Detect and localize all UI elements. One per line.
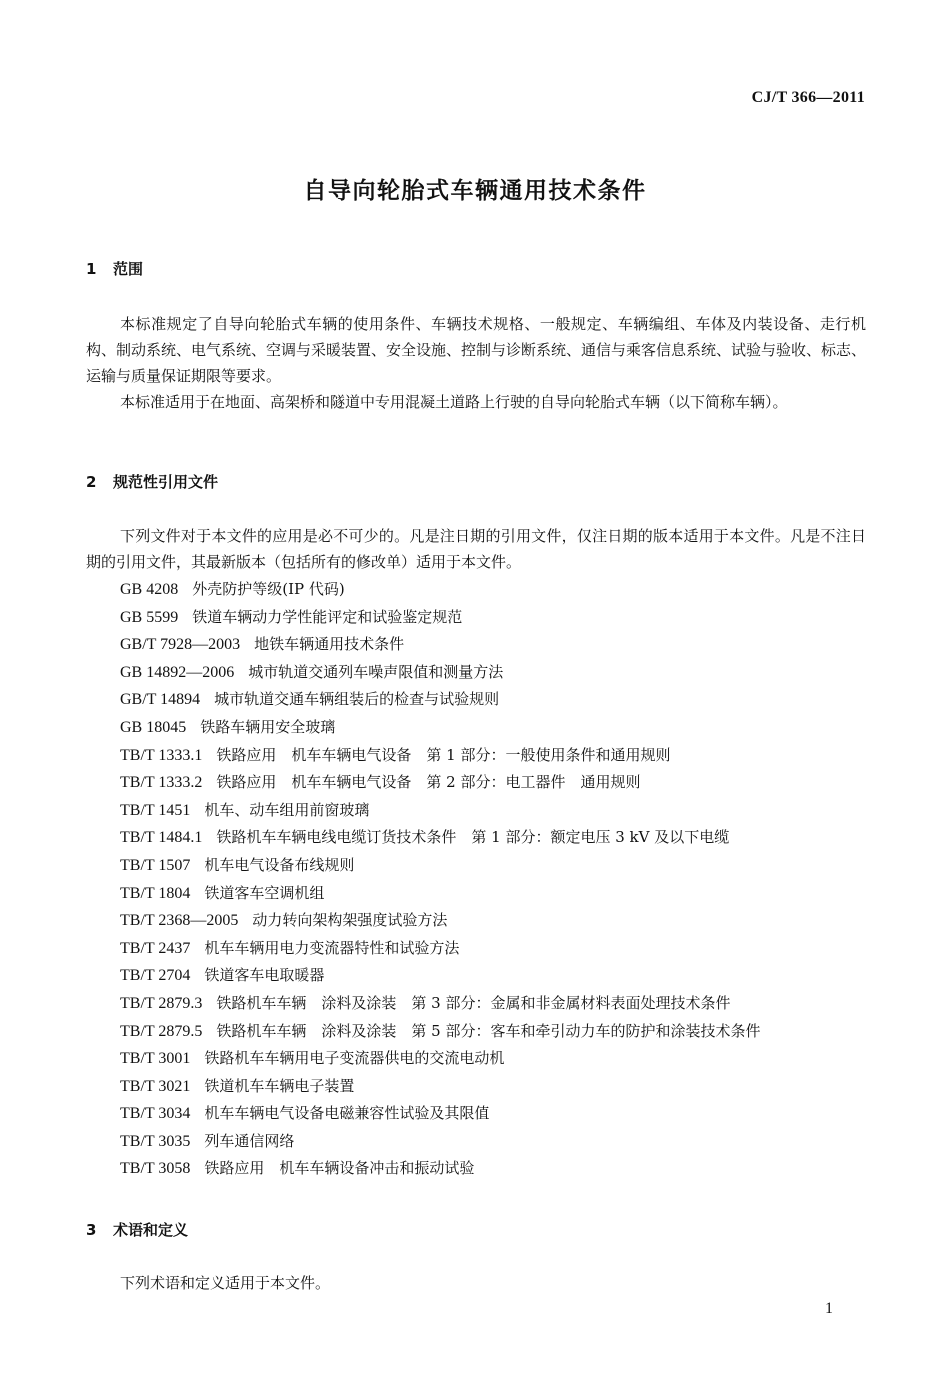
reference-title: 列车通信网络 xyxy=(204,1131,295,1150)
reference-item xyxy=(86,797,866,825)
page-number: 1 xyxy=(825,1300,833,1317)
reference-title: 铁路机车车辆电线电缆订货技术条件 第 1 部分：额定电压 3 kV 及以下电缆 xyxy=(216,828,730,847)
reference-item xyxy=(86,907,866,935)
reference-code: GB 18045 xyxy=(120,718,187,736)
reference-title: 动力转向架构架强度试验方法 xyxy=(252,911,448,930)
section-title: 范围 xyxy=(113,260,144,278)
reference-item xyxy=(86,990,866,1018)
reference-item xyxy=(86,714,866,742)
reference-code: GB 4208 xyxy=(120,581,179,598)
reference-item xyxy=(86,1100,866,1128)
reference-title: 铁路机车车辆 涂料及涂装 第 3 部分：金属和非金属材料表面处理技术条件 xyxy=(216,993,731,1012)
reference-item xyxy=(86,631,866,659)
reference-code: TB/T 1507 xyxy=(120,856,191,874)
reference-title: 外壳防护等级(IP 代码) xyxy=(192,580,345,598)
section-number: 3 xyxy=(86,1221,97,1239)
section-3-heading xyxy=(86,1219,188,1240)
reference-item xyxy=(86,576,866,604)
reference-item xyxy=(86,1128,866,1156)
reference-code: TB/T 1333.1 xyxy=(120,746,203,764)
reference-code: TB/T 2368—2005 xyxy=(120,912,239,930)
reference-item xyxy=(86,1155,866,1183)
reference-code: TB/T 3021 xyxy=(120,1077,191,1095)
reference-item xyxy=(86,742,866,770)
reference-item xyxy=(86,769,866,797)
reference-item xyxy=(86,1045,866,1073)
reference-item xyxy=(86,852,866,880)
reference-code: TB/T 3058 xyxy=(120,1160,191,1178)
section-1-paragraph-2: 本标准适用于在地面、高架桥和隧道中专用混凝土道路上行驶的自导向轮胎式车辆（以下简称车辆）。 xyxy=(120,393,788,411)
reference-code: TB/T 2437 xyxy=(120,939,191,957)
reference-title: 机车车辆用电力变流器特性和试验方法 xyxy=(204,938,460,957)
section-3-paragraph-1: 下列术语和定义适用于本文件。 xyxy=(120,1274,331,1292)
section-number: 2 xyxy=(86,473,97,491)
section-2-heading xyxy=(86,471,218,492)
reference-code: TB/T 3001 xyxy=(120,1050,191,1068)
reference-title: 城市轨道交通列车噪声限值和测量方法 xyxy=(248,662,504,681)
reference-code: GB 14892—2006 xyxy=(120,663,235,681)
reference-code: TB/T 1333.2 xyxy=(120,774,203,792)
reference-title: 铁路应用 机车车辆设备冲击和振动试验 xyxy=(204,1159,475,1178)
normative-references-list xyxy=(86,576,866,1183)
reference-code: TB/T 2879.3 xyxy=(120,994,203,1012)
reference-title: 机车车辆电气设备电磁兼容性试验及其限值 xyxy=(204,1104,490,1123)
reference-code: TB/T 3035 xyxy=(120,1132,191,1150)
reference-title: 铁路应用 机车车辆电气设备 第 1 部分：一般使用条件和通用规则 xyxy=(216,745,671,764)
reference-item xyxy=(86,935,866,963)
reference-title: 机车、动车组用前窗玻璃 xyxy=(204,800,370,819)
reference-item xyxy=(86,659,866,687)
reference-title: 铁道客车电取暖器 xyxy=(204,966,325,985)
reference-code: TB/T 1484.1 xyxy=(120,829,203,847)
reference-code: GB/T 7928—2003 xyxy=(120,636,241,654)
reference-code: TB/T 3034 xyxy=(120,1105,191,1123)
reference-title: 铁路机车车辆用电子变流器供电的交流电动机 xyxy=(204,1049,505,1068)
reference-item xyxy=(86,962,866,990)
reference-code: TB/T 1451 xyxy=(120,801,191,819)
reference-title: 铁道机车车辆电子装置 xyxy=(204,1076,355,1095)
reference-title: 机车电气设备布线规则 xyxy=(204,855,355,874)
reference-code: TB/T 2879.5 xyxy=(120,1022,203,1040)
reference-item xyxy=(86,686,866,714)
reference-title: 铁路机车车辆 涂料及涂装 第 5 部分：客车和牵引动力车的防护和涂装技术条件 xyxy=(216,1021,761,1040)
reference-item xyxy=(86,1073,866,1101)
reference-item xyxy=(86,1018,866,1046)
section-2-paragraph-1: 下列文件对于本文件的应用是必不可少的。凡是注日期的引用文件，仅注日期的版本适用于本文件。凡是不注日期的引用文件，其最新版本（包括所有的修改单）适用于本文件。 xyxy=(86,527,866,571)
reference-code: TB/T 2704 xyxy=(120,967,191,985)
section-title: 规范性引用文件 xyxy=(113,473,219,491)
reference-title: 城市轨道交通车辆组装后的检查与试验规则 xyxy=(214,690,500,709)
reference-title: 地铁车辆通用技术条件 xyxy=(254,635,405,654)
reference-code: TB/T 1804 xyxy=(120,884,191,902)
standard-code: CJ/T 366—2011 xyxy=(751,89,865,106)
document-title: 自导向轮胎式车辆通用技术条件 xyxy=(303,178,647,204)
reference-item xyxy=(86,824,866,852)
reference-item xyxy=(86,880,866,908)
reference-item xyxy=(86,604,866,632)
reference-title: 铁路车辆用安全玻璃 xyxy=(200,717,336,736)
section-number: 1 xyxy=(86,260,97,278)
reference-title: 铁路应用 机车车辆电气设备 第 2 部分：电工器件 通用规则 xyxy=(216,773,641,792)
reference-code: GB/T 14894 xyxy=(120,691,201,709)
section-1-paragraph-1: 本标准规定了自导向轮胎式车辆的使用条件、车辆技术规格、一般规定、车辆编组、车体及内装设备、走行机构、制动系统、电气系统、空调与采暖装置、安全设施、控制与诊断系统、通信与乘客信息系统、试验与验收、标志、运输与质量保证期限等要求。 xyxy=(86,315,867,385)
reference-title: 铁道客车空调机组 xyxy=(204,883,325,902)
section-title: 术语和定义 xyxy=(113,1221,189,1239)
reference-code: GB 5599 xyxy=(120,608,179,626)
section-1-heading xyxy=(86,258,143,279)
reference-title: 铁道车辆动力学性能评定和试验鉴定规范 xyxy=(192,607,463,626)
